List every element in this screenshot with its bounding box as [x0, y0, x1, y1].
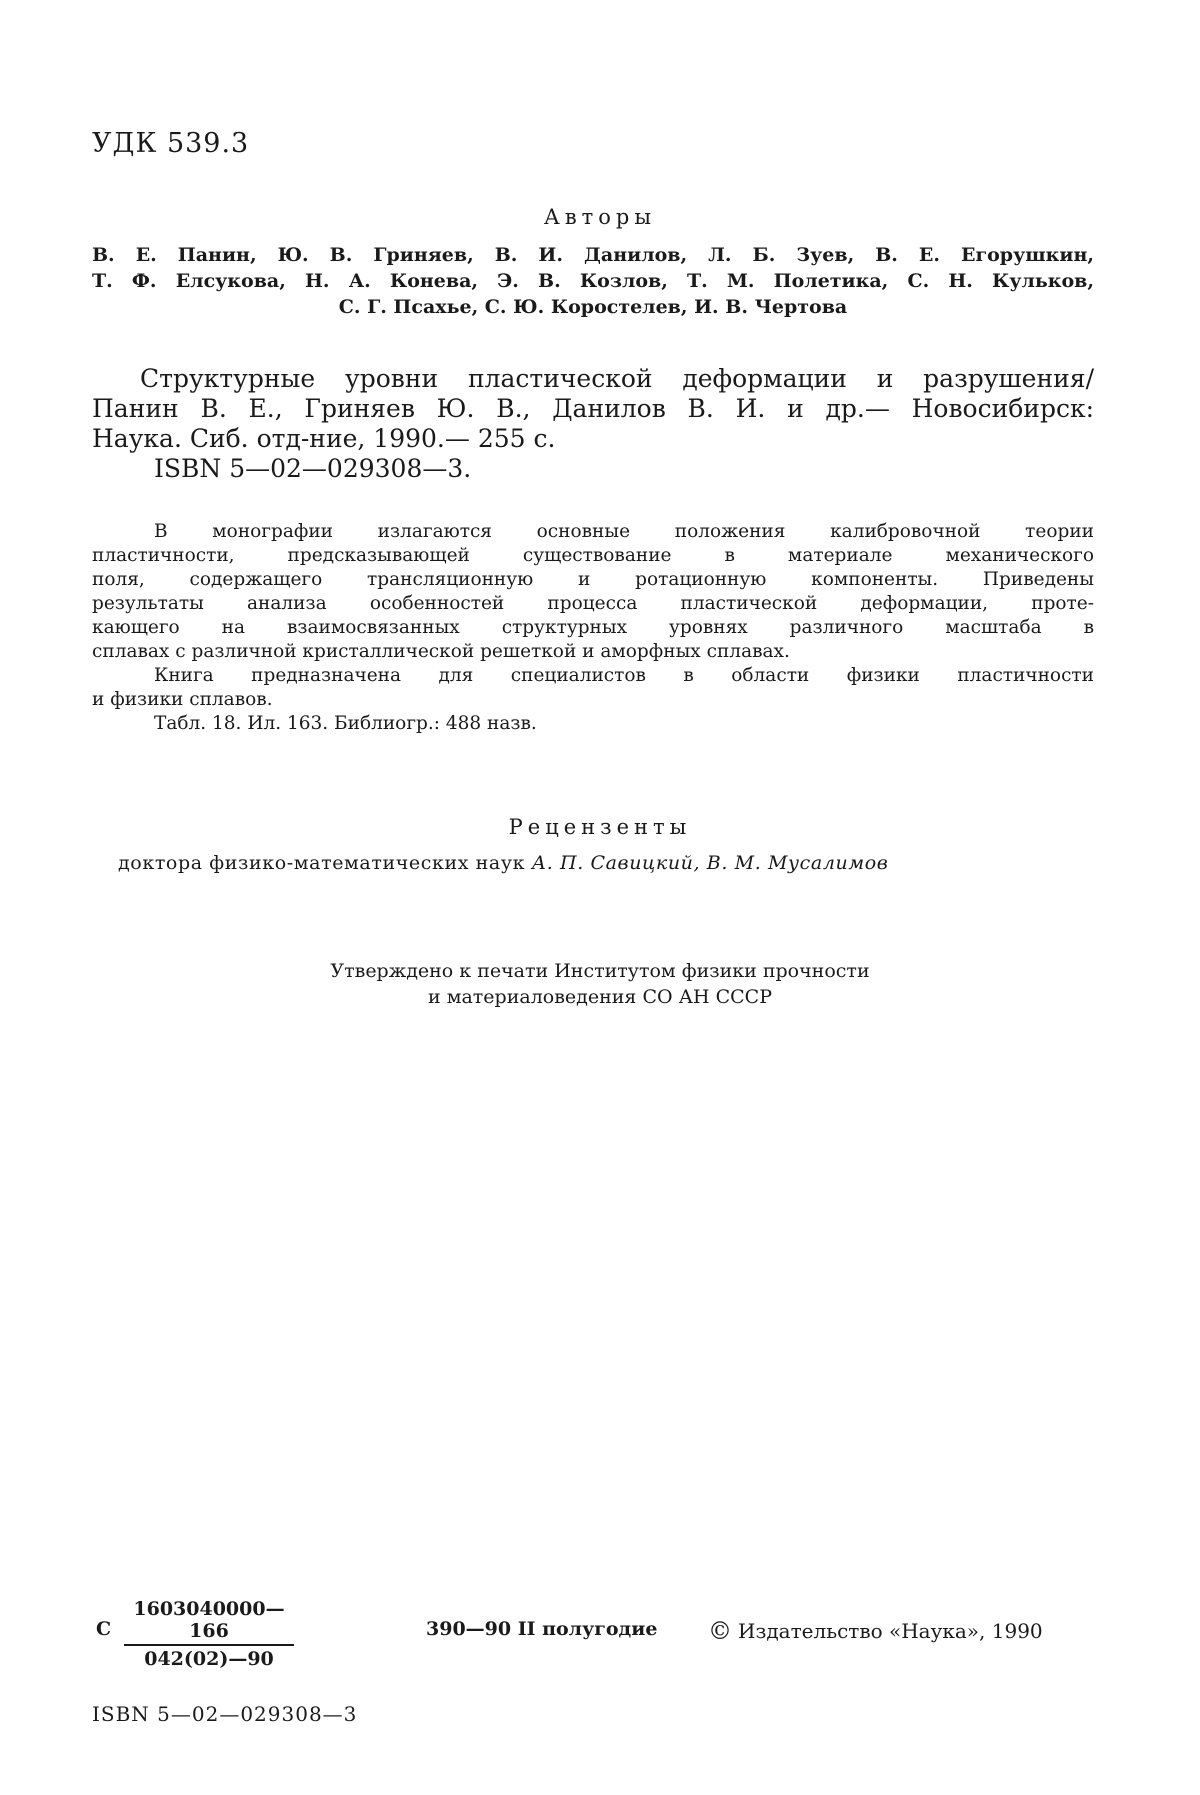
isbn-footer: ISBN 5—02—029308—3 [92, 1702, 358, 1726]
copyright-icon: © [708, 1617, 732, 1645]
code-tail: 390—90 II полугодие [426, 1618, 658, 1640]
authors-heading: Авторы [543, 205, 657, 229]
copyright-text: Издательство «Наука», 1990 [738, 1619, 1043, 1643]
authors-line: С. Г. Псахье, С. Ю. Коростелев, И. В. Чертова [338, 296, 848, 318]
bib-isbn-line: ISBN 5—02—029308—3. [154, 454, 472, 483]
abstract-line: и физики сплавов. [92, 689, 273, 710]
udc-code: УДК 539.3 [92, 128, 250, 159]
code-letter: С [96, 1618, 112, 1640]
code-numerator: 1603040000—166 [124, 1598, 294, 1646]
code-denominator: 042(02)—90 [144, 1648, 274, 1670]
bib-publisher-line: Наука. Сиб. отд-ние, 1990.— 255 с. [92, 424, 556, 453]
authors-line: В. Е. Панин, Ю. В. Гриняев, В. И. Данилов, Л. Б. Зуев, В. Е. Егорушкин, [92, 244, 1094, 266]
authors-list [92, 242, 1094, 320]
abstract-line: сплавах с различной кристаллической решеткой и аморфных сплавах. [92, 641, 790, 662]
approval-line: Утверждено к печати Институтом физики прочности [330, 960, 870, 982]
reviewers-prefix: доктора физико-математических наук [118, 852, 532, 874]
abstract-line: кающего на взаимосвязанных структурных уровнях различного масштаба в [92, 617, 1094, 638]
bib-authors-line: Панин В. Е., Гриняев Ю. В., Данилов В. И. и др.— Новосибирск: [92, 394, 1094, 423]
abstract-line: В монографии излагаются основные положения калибровочной теории [154, 521, 1094, 542]
bib-title-line: Структурные уровни пластической деформации и разрушения/ [140, 364, 1094, 393]
reviewers-line [118, 852, 888, 874]
code-fraction [124, 1598, 394, 1670]
approval-line: и материаловедения СО АН СССР [427, 986, 772, 1008]
abstract-line: результаты анализа особенностей процесса пластической деформации, проте- [92, 593, 1094, 614]
authors-line: Т. Ф. Елсукова, Н. А. Конева, Э. В. Козлов, Т. М. Полетика, С. Н. Кульков, [92, 270, 1094, 292]
abstract-stats-line: Табл. 18. Ил. 163. Библиогр.: 488 назв. [154, 713, 537, 734]
copyright [708, 1617, 1043, 1645]
approval-note [0, 958, 1200, 1010]
abstract-line: поля, содержащего трансляционную и ротационную компоненты. Приведены [92, 569, 1094, 590]
abstract [92, 520, 1094, 736]
reviewers-heading: Рецензенты [508, 815, 692, 839]
bibliographic-entry [92, 364, 1094, 484]
abstract-line: Книга предназначена для специалистов в области физики пластичности [154, 665, 1094, 686]
reviewers-names: А. П. Савицкий, В. М. Мусалимов [531, 852, 889, 874]
abstract-line: пластичности, предсказывающей существование в материале механического [92, 545, 1094, 566]
